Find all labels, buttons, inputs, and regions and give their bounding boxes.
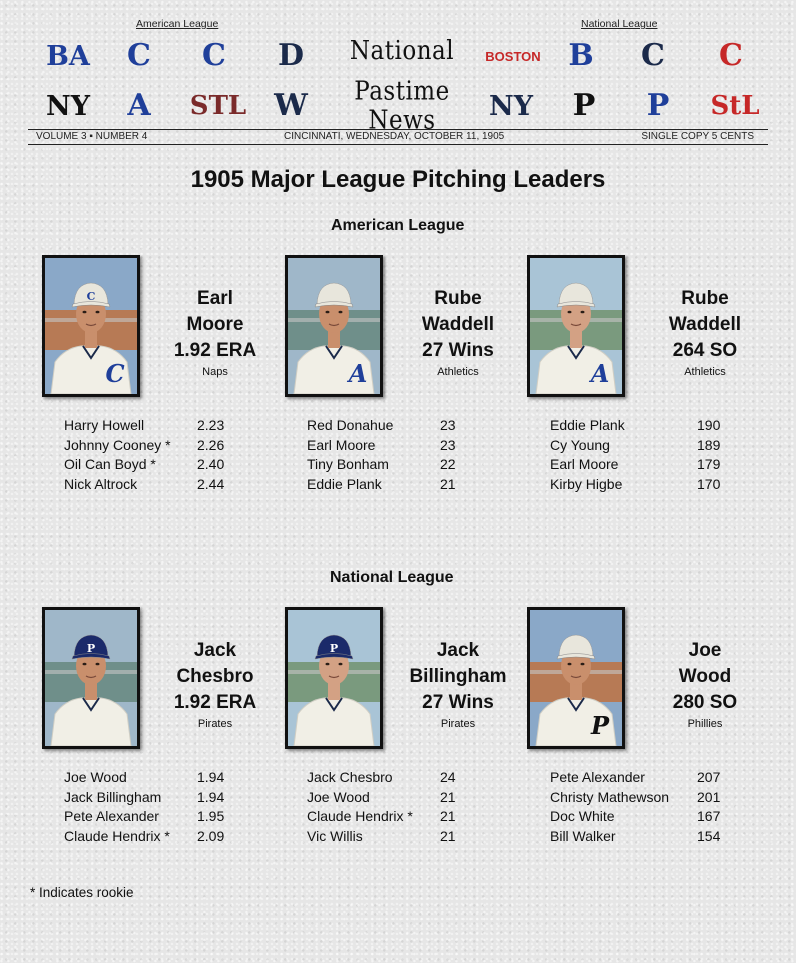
runners-up-list bbox=[550, 768, 730, 846]
leader-first-name[interactable]: Rube bbox=[434, 288, 482, 309]
leader-team-name[interactable]: Athletics bbox=[437, 366, 479, 378]
rookie-footnote: * Indicates rookie bbox=[30, 885, 134, 900]
svg-text:C: C bbox=[86, 290, 96, 303]
svg-text:P: P bbox=[329, 642, 339, 655]
leader-last-name[interactable]: Wood bbox=[678, 666, 732, 687]
runner-up-row bbox=[550, 436, 730, 456]
runners-up-list bbox=[307, 416, 487, 494]
runner-up-name[interactable]: Tiny Bonham bbox=[307, 456, 389, 472]
runner-up-row bbox=[307, 455, 487, 475]
runner-up-name[interactable]: Pete Alexander bbox=[550, 769, 645, 785]
pittsburgh-pirates-logo[interactable]: P bbox=[572, 88, 596, 123]
boston-beaneaters-logo[interactable]: BOSTON bbox=[485, 48, 541, 64]
runner-up-row bbox=[64, 436, 244, 456]
runner-up-row bbox=[64, 416, 244, 436]
leader-last-name[interactable]: Waddell bbox=[668, 314, 742, 335]
runner-up-row bbox=[307, 475, 487, 495]
chicago-white-sox-logo[interactable]: C bbox=[127, 38, 151, 73]
al-section-title: American League bbox=[331, 217, 465, 234]
leader-last-name[interactable]: Chesbro bbox=[176, 666, 254, 687]
player-portrait-image bbox=[530, 610, 622, 746]
runner-up-value: 170 bbox=[697, 475, 721, 492]
runner-up-name[interactable]: Cy Young bbox=[550, 436, 610, 453]
runners-up-list bbox=[307, 768, 487, 846]
runners-up-list bbox=[550, 416, 730, 494]
runner-up-name[interactable]: Bill Walker bbox=[550, 827, 616, 844]
runner-up-row bbox=[550, 475, 730, 495]
leader-info bbox=[650, 286, 760, 379]
leader-first-name[interactable]: Joe bbox=[688, 640, 722, 661]
runner-up-row bbox=[307, 827, 487, 847]
runner-up-value: 23 bbox=[440, 417, 456, 433]
svg-text:A: A bbox=[590, 359, 610, 388]
player-card[interactable] bbox=[527, 255, 625, 397]
runner-up-value: 154 bbox=[697, 827, 721, 844]
masthead bbox=[28, 14, 768, 146]
runner-up-row bbox=[307, 416, 487, 436]
runner-up-name[interactable]: Claude Hendrix * bbox=[64, 827, 170, 844]
runner-up-name[interactable]: Christy Mathewson bbox=[550, 788, 670, 805]
runner-up-name[interactable]: Claude Hendrix * bbox=[307, 808, 413, 824]
copy-price: SINGLE COPY 5 CENTS bbox=[641, 131, 754, 142]
brooklyn-superbas-logo[interactable]: B bbox=[568, 38, 594, 73]
leader-stat-value: 27 Wins bbox=[422, 692, 494, 713]
player-portrait-image bbox=[288, 610, 380, 746]
svg-text:P: P bbox=[86, 642, 96, 655]
runner-up-name[interactable]: Johnny Cooney * bbox=[64, 436, 171, 453]
runner-up-value: 189 bbox=[697, 436, 721, 453]
runner-up-name[interactable]: Joe Wood bbox=[64, 769, 127, 785]
runner-up-name[interactable]: Earl Moore bbox=[550, 456, 619, 472]
runner-up-name[interactable]: Eddie Plank bbox=[550, 417, 625, 433]
svg-text:P: P bbox=[590, 711, 610, 740]
runner-up-row bbox=[550, 827, 730, 847]
runner-up-value: 207 bbox=[697, 769, 721, 785]
runner-up-value: 1.94 bbox=[197, 788, 225, 805]
leader-info bbox=[403, 286, 513, 379]
runner-up-name[interactable]: Harry Howell bbox=[64, 417, 145, 433]
runners-up-list bbox=[64, 416, 244, 494]
player-portrait-image bbox=[45, 258, 137, 394]
player-card[interactable] bbox=[285, 607, 383, 749]
runner-up-row bbox=[550, 788, 730, 808]
runner-up-row bbox=[307, 788, 487, 808]
dateline: CINCINNATI, WEDNESDAY, OCTOBER 11, 1905 bbox=[284, 131, 505, 142]
new-york-giants-logo[interactable]: NY bbox=[489, 90, 533, 122]
leader-info bbox=[403, 638, 513, 731]
runner-up-row bbox=[550, 416, 730, 436]
runner-up-name[interactable]: Earl Moore bbox=[307, 436, 376, 453]
leader-stat-value: 27 Wins bbox=[422, 340, 494, 361]
runner-up-value: 2.26 bbox=[197, 436, 225, 453]
leader-team-name[interactable]: Pirates bbox=[440, 718, 476, 730]
leader-last-name[interactable]: Moore bbox=[186, 314, 244, 335]
leader-team-name[interactable]: Naps bbox=[202, 366, 228, 378]
svg-text:C: C bbox=[105, 359, 125, 388]
leader-first-name[interactable]: Jack bbox=[193, 640, 237, 661]
runner-up-row bbox=[550, 768, 730, 788]
leader-info bbox=[160, 638, 270, 731]
nl-section-title: National League bbox=[330, 569, 454, 586]
leader-first-name[interactable]: Earl bbox=[197, 288, 233, 309]
leader-first-name[interactable]: Jack bbox=[436, 640, 480, 661]
runner-up-row bbox=[64, 455, 244, 475]
cleveland-naps-logo[interactable]: C bbox=[202, 38, 226, 73]
newspaper-title-line2: Pastime News bbox=[354, 76, 450, 136]
al-logos-header[interactable]: American League bbox=[136, 18, 219, 30]
page-title: 1905 Major League Pitching Leaders bbox=[190, 166, 606, 193]
runner-up-row bbox=[307, 807, 487, 827]
runner-up-name[interactable]: Oil Can Boyd * bbox=[64, 456, 156, 472]
player-card[interactable] bbox=[285, 255, 383, 397]
player-card[interactable] bbox=[42, 607, 140, 749]
runner-up-name[interactable]: Nick Altrock bbox=[64, 475, 138, 492]
leader-stat-value: 280 SO bbox=[672, 692, 738, 713]
runner-up-value: 21 bbox=[440, 788, 456, 805]
leader-team-name[interactable]: Athletics bbox=[684, 366, 726, 378]
runner-up-row bbox=[550, 807, 730, 827]
runner-up-name[interactable]: Doc White bbox=[550, 808, 615, 824]
runner-up-value: 179 bbox=[697, 456, 721, 472]
nl-logos-header[interactable]: National League bbox=[581, 18, 658, 30]
detroit-tigers-logo[interactable]: D bbox=[277, 38, 304, 73]
runner-up-value: 21 bbox=[440, 475, 456, 492]
runner-up-name[interactable]: Vic Willis bbox=[307, 827, 363, 844]
runner-up-value: 2.40 bbox=[197, 456, 225, 472]
svg-text:A: A bbox=[348, 359, 368, 388]
runner-up-value: 2.23 bbox=[197, 417, 225, 433]
runners-up-list bbox=[64, 768, 244, 846]
issue-info-bar bbox=[28, 129, 768, 145]
runner-up-name[interactable]: Red Donahue bbox=[307, 417, 394, 433]
leader-last-name[interactable]: Billingham bbox=[409, 666, 507, 687]
newspaper-title-line1: National bbox=[349, 36, 455, 66]
runner-up-row bbox=[64, 475, 244, 495]
leader-stat-value: 264 SO bbox=[672, 340, 738, 361]
volume-number: VOLUME 3 ▪ NUMBER 4 bbox=[36, 131, 148, 142]
runner-up-value: 2.44 bbox=[197, 475, 225, 492]
runner-up-value: 1.94 bbox=[197, 769, 225, 785]
player-portrait-image bbox=[45, 610, 137, 746]
player-portrait-image bbox=[288, 258, 380, 394]
runner-up-name[interactable]: Joe Wood bbox=[307, 788, 370, 805]
runner-up-value: 1.95 bbox=[197, 808, 225, 824]
player-card[interactable] bbox=[42, 255, 140, 397]
runner-up-row bbox=[64, 827, 244, 847]
runner-up-name[interactable]: Pete Alexander bbox=[64, 808, 159, 824]
runner-up-value: 167 bbox=[697, 808, 721, 824]
washington-senators-logo[interactable]: W bbox=[274, 88, 308, 123]
runner-up-name[interactable]: Jack Chesbro bbox=[307, 769, 393, 785]
runner-up-row bbox=[64, 788, 244, 808]
boston-americans-logo[interactable]: BA bbox=[46, 40, 90, 72]
runner-up-value: 21 bbox=[440, 827, 456, 844]
runner-up-value: 2.09 bbox=[197, 827, 225, 844]
st-louis-cardinals-logo[interactable]: StL bbox=[710, 91, 760, 121]
philadelphia-phillies-logo[interactable]: P bbox=[646, 88, 670, 123]
cincinnati-reds-logo[interactable]: C bbox=[719, 38, 743, 73]
runner-up-value: 190 bbox=[697, 417, 721, 433]
runner-up-row bbox=[64, 807, 244, 827]
player-portrait-image bbox=[530, 258, 622, 394]
runner-up-name[interactable]: Jack Billingham bbox=[64, 788, 162, 805]
player-card[interactable] bbox=[527, 607, 625, 749]
philadelphia-athletics-logo[interactable]: A bbox=[127, 88, 151, 123]
runner-up-value: 22 bbox=[440, 456, 456, 472]
runner-up-row bbox=[307, 436, 487, 456]
leader-team-name[interactable]: Phillies bbox=[687, 718, 723, 730]
runner-up-value: 23 bbox=[440, 436, 456, 453]
leader-team-name[interactable]: Pirates bbox=[197, 718, 233, 730]
leader-info bbox=[650, 638, 760, 731]
chicago-cubs-logo[interactable]: C bbox=[641, 38, 665, 73]
runner-up-row bbox=[307, 768, 487, 788]
leader-first-name[interactable]: Rube bbox=[681, 288, 729, 309]
new-york-highlanders-logo[interactable]: NY bbox=[46, 90, 90, 122]
runner-up-value: 21 bbox=[440, 808, 456, 824]
leader-stat-value: 1.92 ERA bbox=[173, 692, 257, 713]
runner-up-name[interactable]: Eddie Plank bbox=[307, 475, 382, 492]
leader-stat-value: 1.92 ERA bbox=[173, 340, 257, 361]
leader-last-name[interactable]: Waddell bbox=[421, 314, 495, 335]
runner-up-name[interactable]: Kirby Higbe bbox=[550, 475, 623, 492]
runner-up-value: 201 bbox=[697, 788, 721, 805]
leader-info bbox=[160, 286, 270, 379]
st-louis-browns-logo[interactable]: STL bbox=[189, 91, 247, 121]
runner-up-value: 24 bbox=[440, 769, 456, 785]
runner-up-row bbox=[64, 768, 244, 788]
runner-up-row bbox=[550, 455, 730, 475]
